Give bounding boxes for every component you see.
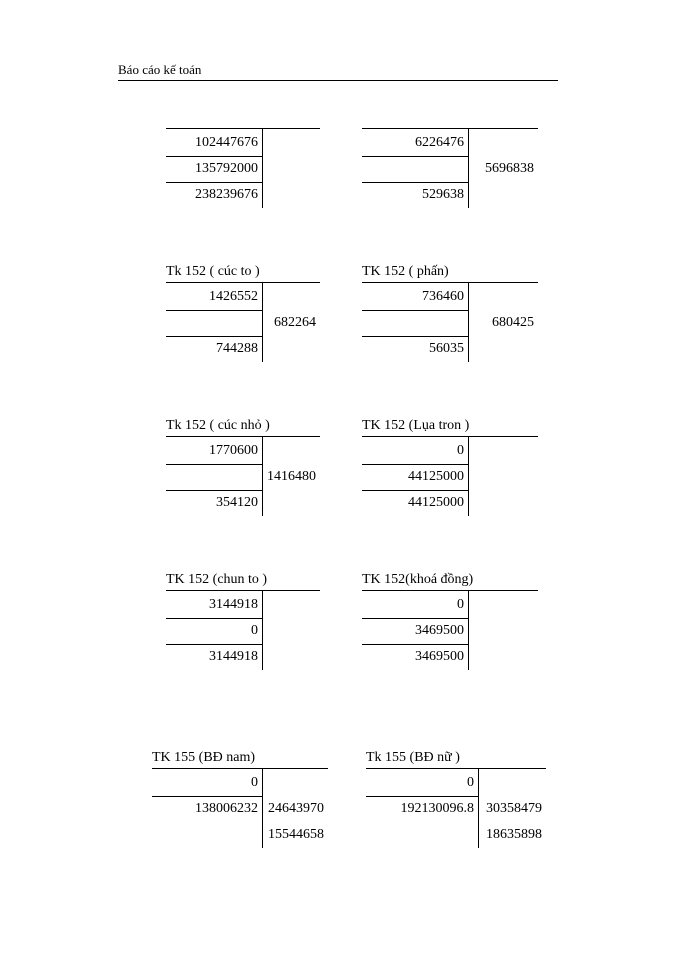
debit-row-1: 3144918 bbox=[209, 597, 258, 612]
balance-row: 529638 bbox=[422, 187, 464, 202]
report-header: Báo cáo kế toán bbox=[118, 62, 558, 81]
top-rule bbox=[362, 128, 538, 129]
account-name: TK 152 (Lụa tron ) bbox=[362, 418, 470, 433]
account-name: TK 155 (BĐ nam) bbox=[152, 750, 256, 765]
credit-value bbox=[262, 618, 320, 644]
opening-debit: 0 bbox=[467, 775, 474, 790]
debit-row-2: 192130096.8 bbox=[400, 801, 474, 816]
t-account-7 bbox=[166, 570, 320, 674]
debit-row-2 bbox=[166, 464, 262, 490]
debit-row-1: 736460 bbox=[422, 289, 464, 304]
t-account-9 bbox=[152, 748, 328, 852]
top-rule bbox=[362, 436, 538, 437]
credit-value bbox=[262, 156, 320, 182]
credit-row-1: 30358479 bbox=[486, 801, 542, 816]
top-rule bbox=[166, 128, 320, 129]
credit-row-2: 15544658 bbox=[268, 827, 324, 842]
balance-row: 238239676 bbox=[195, 187, 258, 202]
t-account-3 bbox=[166, 262, 320, 366]
debit-row-2: 138006232 bbox=[195, 801, 258, 816]
top-rule bbox=[362, 590, 538, 591]
credit-row-1: 24643970 bbox=[268, 801, 324, 816]
account-name: TK 152 ( phấn) bbox=[362, 264, 449, 279]
debit-row-1: 1770600 bbox=[209, 443, 258, 458]
top-rule bbox=[362, 282, 538, 283]
balance-row: 44125000 bbox=[408, 495, 464, 510]
balance-row: 744288 bbox=[216, 341, 258, 356]
top-rule bbox=[166, 436, 320, 437]
balance-row: 354120 bbox=[216, 495, 258, 510]
opening-debit: 0 bbox=[251, 775, 258, 790]
account-name: Tk 155 (BĐ nữ ) bbox=[366, 750, 460, 765]
credit-value: 1416480 bbox=[267, 469, 316, 484]
top-rule bbox=[152, 768, 328, 769]
account-name: Tk 152 ( cúc nhỏ ) bbox=[166, 418, 270, 433]
t-account-10 bbox=[366, 748, 546, 852]
t-account-8 bbox=[362, 570, 538, 674]
account-name: Tk 152 ( cúc to ) bbox=[166, 264, 260, 279]
credit-row-2: 18635898 bbox=[486, 827, 542, 842]
debit-row-2: 3469500 bbox=[415, 623, 464, 638]
debit-row-1: 0 bbox=[457, 443, 464, 458]
debit-row-1: 1426552 bbox=[209, 289, 258, 304]
debit-row-2 bbox=[362, 156, 468, 182]
t-divider bbox=[478, 768, 479, 848]
debit-row-2 bbox=[362, 310, 468, 336]
debit-row-2: 0 bbox=[251, 623, 258, 638]
debit-row-1: 102447676 bbox=[195, 135, 258, 150]
balance-row: 56035 bbox=[429, 341, 464, 356]
credit-value: 680425 bbox=[492, 315, 534, 330]
t-divider bbox=[262, 768, 263, 848]
t-account-2 bbox=[362, 108, 538, 212]
credit-value bbox=[468, 464, 538, 490]
account-name: TK 152(khoá đồng) bbox=[362, 572, 474, 587]
account-name: TK 152 (chun to ) bbox=[166, 572, 268, 587]
debit-row-1: 0 bbox=[457, 597, 464, 612]
credit-value: 682264 bbox=[274, 315, 316, 330]
top-rule bbox=[166, 282, 320, 283]
t-account-4 bbox=[362, 262, 538, 366]
credit-value: 5696838 bbox=[485, 161, 534, 176]
debit-row-2: 135792000 bbox=[195, 161, 258, 176]
debit-row-1: 6226476 bbox=[415, 135, 464, 150]
t-account-6 bbox=[362, 416, 538, 520]
balance-row: 3469500 bbox=[415, 649, 464, 664]
t-account-5 bbox=[166, 416, 320, 520]
top-rule bbox=[366, 768, 546, 769]
top-rule bbox=[166, 590, 320, 591]
credit-value bbox=[468, 618, 538, 644]
balance-row: 3144918 bbox=[209, 649, 258, 664]
t-account-1 bbox=[166, 108, 320, 212]
debit-row-2: 44125000 bbox=[408, 469, 464, 484]
debit-row-2 bbox=[166, 310, 262, 336]
